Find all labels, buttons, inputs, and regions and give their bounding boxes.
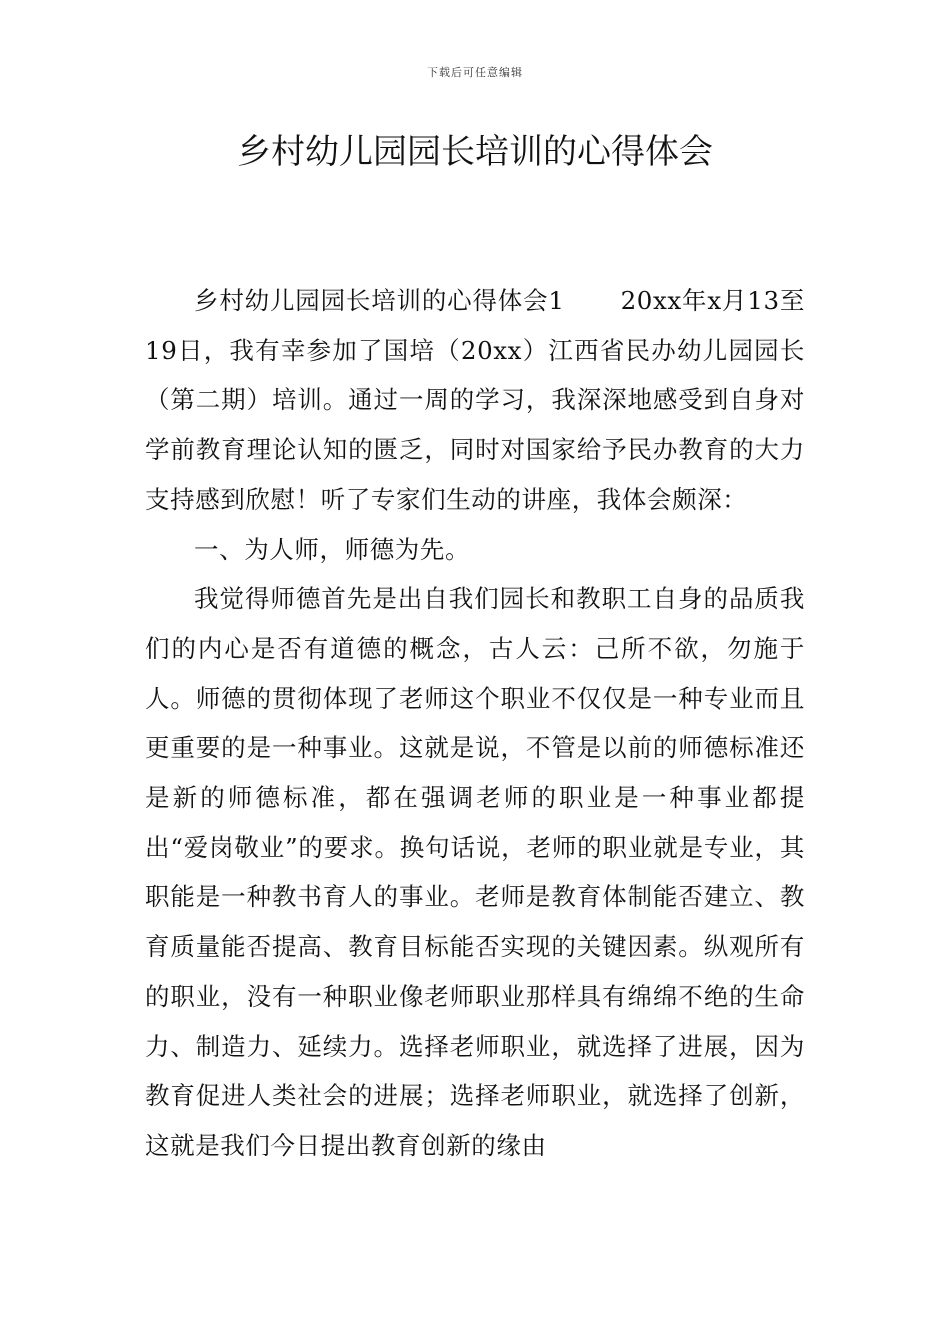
paragraph-intro (145, 276, 805, 525)
page-header-note: 下载后可任意编辑 (427, 66, 523, 79)
document-body (145, 276, 805, 1171)
document-title: 乡村幼儿园园长培训的心得体会 (237, 132, 713, 172)
section-heading-teacher-ethics: 一、为人师，师德为先。 (194, 534, 471, 564)
paragraph-intro-body: 20xx年x月13至19日，我有幸参加了国培（20xx）江西省民办幼儿园园长（第二期）培训。通过一周的学习，我深深地感受到自身对学前教育理论认知的匮乏，同时对国家给予民办教育的大力支持感到欣慰！听了专家们生动的讲座，我体会颇深： (145, 286, 805, 514)
paragraph-intro-heading: 乡村幼儿园园长培训的心得体会1 (194, 286, 565, 315)
paragraph-teacher-ethics: 我觉得师德首先是出自我们园长和教职工自身的品质我们的内心是否有道德的概念，古人云：己所不欲，勿施于人。师德的贯彻体现了老师这个职业不仅仅是一种专业而且更重要的是一种事业。这就是说，不管是以前的师德标准还是新的师德标准，都在强调老师的职业是一种事业都提出“爱岗敬业”的要求。换句话说，老师的职业就是专业，其职能是一种教书育人的事业。老师是教育体制能否建立、教育质量能否提高、教育目标能否实现的关键因素。纵观所有的职业，没有一种职业像老师职业那样具有绵绵不绝的生命力、制造力、延续力。选择老师职业，就选择了进展，因为教育促进人类社会的进展；选择老师职业，就选择了创新，这就是我们今日提出教育创新的缘由 (145, 584, 805, 1160)
